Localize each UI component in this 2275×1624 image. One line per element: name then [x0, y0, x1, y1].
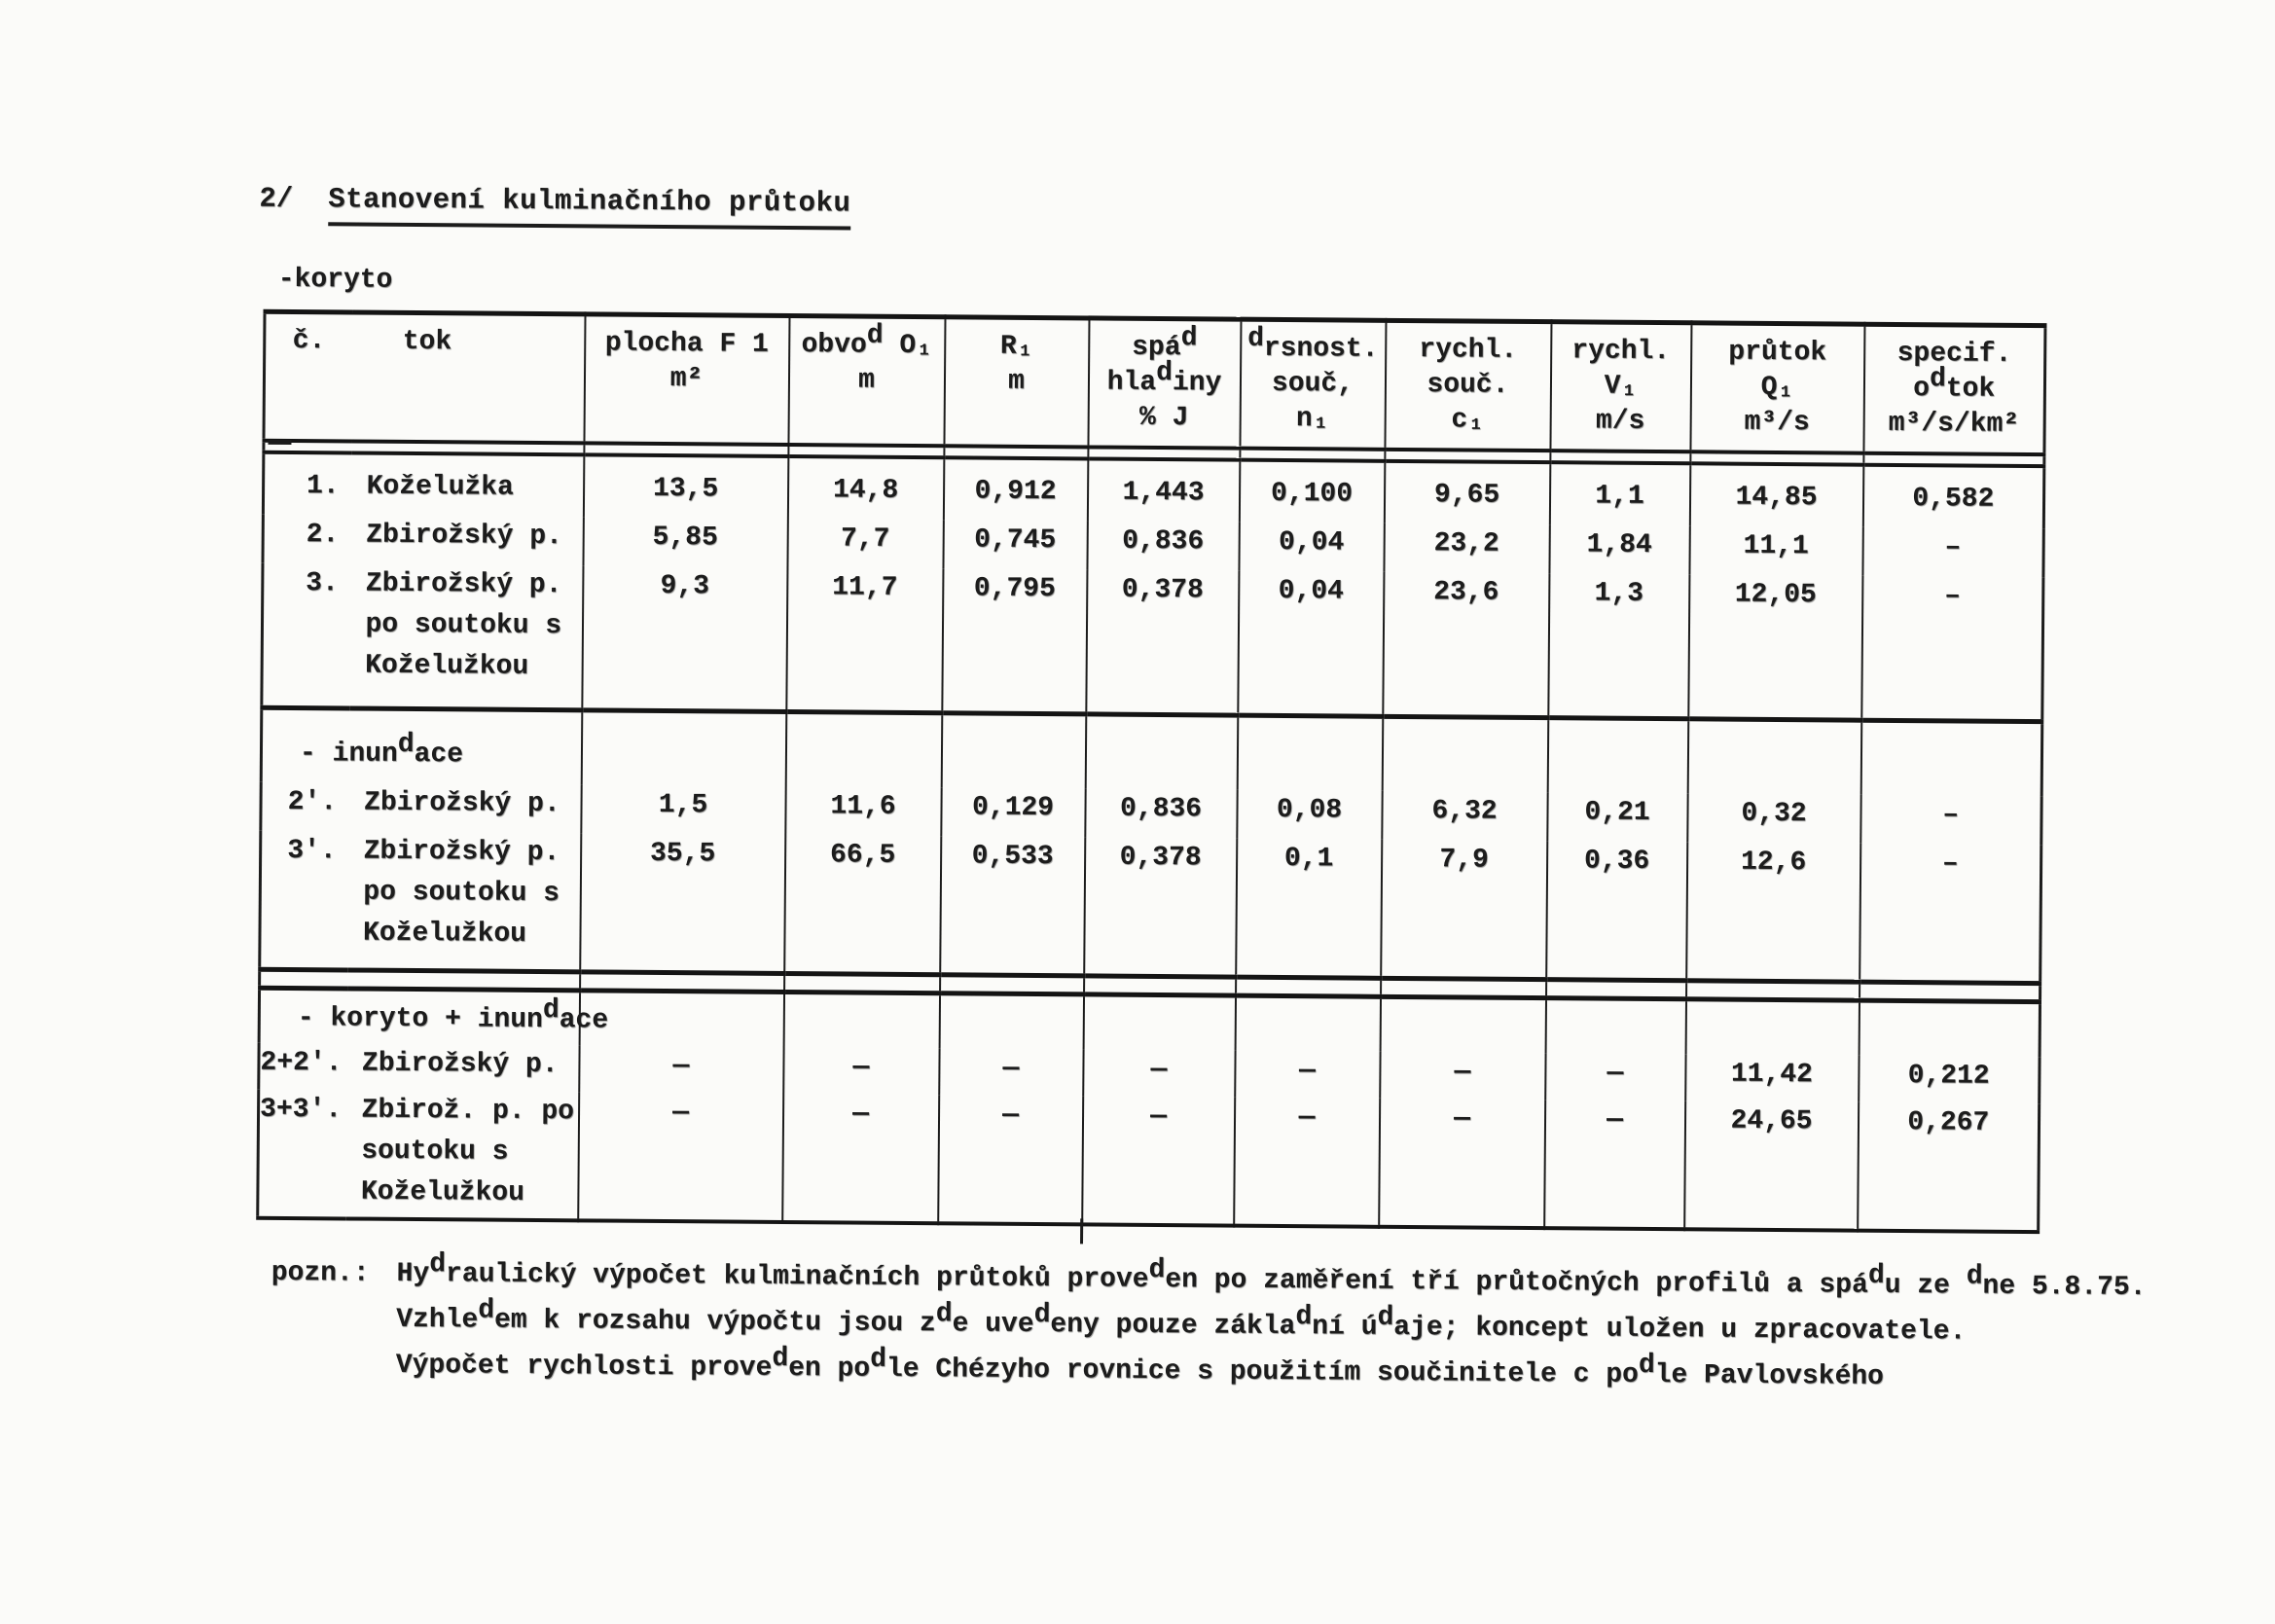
col-header-line: n₁ [1295, 404, 1329, 435]
cell-specificky-odtok: – [1860, 795, 2041, 845]
col-header-line: c₁ [1451, 405, 1485, 436]
cell-plocha: 9,3 [582, 565, 787, 711]
col-header-line: Q₁ [1760, 372, 1794, 404]
cell-obvod: 66,5 [784, 835, 941, 975]
note-line: Výpočet rychlosti proveden podle Chézyho rovnice s použitím součinitele c podle Pavlovského [395, 1343, 1885, 1392]
col-header-rychlostni-soucinitel [1385, 320, 1551, 451]
rule-cell [784, 973, 940, 992]
col-header-line: m [1007, 366, 1026, 397]
note-block [271, 1250, 2147, 1402]
stream-name-line: Zbirožský p. [361, 1048, 559, 1081]
cell-spad-hladiny: 0,378 [1084, 837, 1237, 977]
cell-specificky-odtok: 0,582 [1862, 465, 2043, 528]
cell-hydraulicky-polomer: 0,533 [940, 836, 1085, 976]
col-header-line: souč. [1426, 370, 1509, 401]
stream-name-line: Zbirožský p. [363, 787, 560, 820]
cell-obvod: 14,8 [787, 456, 943, 520]
rule-cell [783, 992, 939, 1048]
cell-spad-hladiny: — [1082, 1096, 1235, 1225]
cell-drsnostni-soucinitel: 0,08 [1237, 790, 1382, 840]
rule-cell [1859, 1000, 2040, 1057]
stream-name [347, 831, 581, 971]
stream-name-line: po soutoku s [363, 877, 560, 910]
section-label-koryto: -koryto [277, 264, 393, 296]
cell-rychlost: 0,21 [1547, 792, 1687, 842]
col-header-obvod [788, 316, 945, 447]
rule-cell [1686, 981, 1860, 1000]
cell-spad-hladiny: 0,836 [1085, 788, 1237, 838]
stream-name-line: soutoku s [361, 1136, 509, 1168]
col-header-line: tok [402, 326, 452, 358]
row-number: 3. [262, 563, 350, 708]
col-header-line: plocha F 1 [604, 328, 769, 360]
stream-name [350, 515, 583, 565]
stream-name [350, 452, 583, 517]
rule-cell [1547, 718, 1688, 794]
col-header-line: % J [1138, 402, 1189, 434]
cell-rychlostni-soucinitel: 23,2 [1384, 523, 1549, 573]
cell-rychlostni-soucinitel: 23,6 [1383, 572, 1549, 718]
page-title-text: Stanovení kulminačního průtoku [328, 183, 850, 230]
cell-rychlostni-soucinitel: — [1380, 1052, 1545, 1100]
rule-cell [581, 710, 786, 786]
cell-rychlostni-soucinitel: — [1379, 1099, 1545, 1228]
col-header-line: m³/s/km² [1888, 408, 2020, 440]
cell-obvod: — [782, 1094, 939, 1223]
col-header-line: obvod O₁ [801, 320, 933, 362]
cell-rychlost: 0,36 [1546, 841, 1687, 981]
col-header-spad-hladiny [1088, 318, 1241, 449]
cell-rychlost: 1,1 [1549, 462, 1689, 525]
rule-cell [1083, 994, 1235, 1051]
col-header-line: m/s [1595, 406, 1645, 437]
rule-cell [1687, 719, 1861, 795]
table-header [264, 311, 2045, 454]
cell-prutok: 11,42 [1685, 1054, 1859, 1101]
col-header-line: č. [292, 326, 326, 357]
row-number: 2'. [261, 782, 348, 832]
cell-obvod: 11,7 [786, 567, 943, 713]
cell-obvod: 7,7 [787, 519, 943, 568]
col-header-line: rychl. [1419, 335, 1518, 366]
col-header-plocha [584, 314, 789, 445]
col-header-line: V₁ [1604, 371, 1638, 402]
section-label-koryto-inundace: - koryto + inundace [259, 988, 579, 1045]
rule-cell [1084, 976, 1236, 995]
cell-obvod: 11,6 [785, 786, 941, 836]
stream-name-line: po soutoku s [365, 609, 562, 642]
section-label-inundace: - inundace [261, 707, 582, 784]
rule-cell [1235, 995, 1380, 1052]
rule-cell [1685, 999, 1859, 1056]
col-header-prutok [1690, 323, 1864, 453]
col-header-line: drsnost. [1246, 323, 1379, 365]
cell-drsnostni-soucinitel: 0,04 [1238, 571, 1384, 717]
rule-cell [941, 713, 1086, 789]
scan-stray-mark [268, 440, 291, 445]
hydraulics-table [256, 309, 2046, 1234]
cell-drsnostni-soucinitel: — [1235, 1051, 1380, 1099]
col-header-line: odtok [1913, 364, 1996, 405]
rule-cell [347, 970, 580, 991]
stream-name-line: Koželužka [366, 471, 514, 503]
cell-hydraulicky-polomer: 0,795 [942, 568, 1087, 714]
rule-cell [1085, 714, 1238, 790]
cell-plocha: — [579, 1045, 783, 1094]
cell-hydraulicky-polomer: 0,912 [943, 457, 1087, 521]
stream-name-line: Koželužkou [362, 918, 527, 950]
cell-hydraulicky-polomer: — [938, 1095, 1083, 1224]
cell-rychlostni-soucinitel: 9,65 [1384, 461, 1549, 524]
rule-cell [1545, 998, 1685, 1055]
cell-prutok: 12,6 [1686, 842, 1860, 982]
col-header-line: rychl. [1571, 336, 1671, 368]
rule-cell [1381, 978, 1546, 997]
cell-drsnostni-soucinitel: 0,1 [1236, 839, 1382, 979]
stream-name [348, 782, 581, 833]
scan-line-tail [1080, 1218, 1083, 1244]
cell-rychlostni-soucinitel: 7,9 [1381, 840, 1547, 980]
cell-rychlost: 1,3 [1548, 573, 1689, 719]
rule-cell [579, 991, 783, 1047]
stream-name [346, 1043, 579, 1092]
cell-plocha: 1,5 [581, 784, 785, 835]
stream-name [349, 563, 583, 709]
table-row [258, 1090, 2040, 1232]
cell-obvod: — [783, 1047, 939, 1095]
cell-rychlost: — [1544, 1100, 1685, 1229]
cell-rychlost: — [1545, 1053, 1685, 1101]
cell-drsnostni-soucinitel: — [1234, 1098, 1380, 1227]
table-row [260, 831, 2041, 984]
rule-cell [260, 969, 347, 989]
row-number: 2. [263, 515, 350, 564]
rule-cell [940, 975, 1084, 994]
note-label: pozn.: [271, 1257, 370, 1289]
cell-spad-hladiny: 1,443 [1087, 458, 1239, 522]
row-number: 3'. [260, 831, 348, 970]
stream-name [345, 1090, 579, 1220]
col-header-line: hladiny [1106, 357, 1222, 399]
rule-cell [580, 972, 784, 992]
col-header-line: spád [1132, 323, 1198, 364]
rule-cell [1382, 716, 1548, 792]
col-header-tok [351, 312, 585, 443]
note-line: Hydraulický výpočet kulminačních průtoků proveden po zaměření tří průtočných profilů a spádu ze dne 5.8.75. [396, 1249, 2147, 1303]
col-header-line: m [857, 365, 876, 396]
row-number: 3+3'. [258, 1090, 346, 1219]
rule-cell [1380, 996, 1545, 1053]
cell-specificky-odtok: – [1861, 576, 2043, 722]
col-header-specificky-odtok [1863, 324, 2045, 454]
cell-prutok: 24,65 [1684, 1101, 1859, 1230]
rule-cell [1236, 977, 1381, 996]
cell-spad-hladiny: — [1083, 1049, 1235, 1097]
cell-plocha: 13,5 [583, 454, 787, 519]
stream-name-line: Zbirožský p. [363, 836, 560, 869]
cell-rychlostni-soucinitel: 6,32 [1382, 791, 1547, 841]
table-body [258, 441, 2044, 1232]
cell-drsnostni-soucinitel: 0,100 [1239, 460, 1384, 523]
rule-cell [1860, 720, 2042, 796]
row-number: 2+2'. [259, 1043, 346, 1091]
rule-cell [1237, 715, 1383, 791]
stream-name-line: Zbirožský p. [366, 520, 562, 553]
cell-rychlost: 1,84 [1549, 524, 1689, 574]
col-header-line: souč, [1271, 368, 1354, 400]
note-lines [396, 1251, 2147, 1402]
table-row [262, 563, 2043, 722]
col-header-cislo [264, 311, 352, 441]
col-header-drsnostni-soucinitel [1240, 319, 1386, 450]
cell-prutok: 0,32 [1687, 793, 1860, 843]
col-header-hydraulicky-polomer [944, 317, 1089, 448]
col-header-line: m³/s [1744, 407, 1810, 439]
stream-name-line: Koželužkou [360, 1176, 525, 1209]
cell-prutok: 11,1 [1689, 525, 1862, 575]
cell-prutok: 14,85 [1689, 463, 1862, 526]
col-header-line: průtok [1728, 337, 1827, 369]
cell-drsnostni-soucinitel: 0,04 [1239, 523, 1384, 572]
cell-prutok: 12,05 [1688, 574, 1862, 720]
cell-specificky-odtok: 0,267 [1858, 1102, 2040, 1232]
cell-hydraulicky-polomer: 0,745 [943, 520, 1087, 569]
col-header-line: specif. [1896, 338, 2012, 370]
row-number: 1. [263, 452, 350, 516]
col-header-line: R₁ [999, 331, 1033, 362]
cell-plocha: 5,85 [583, 517, 787, 567]
cell-plocha: 35,5 [580, 833, 785, 973]
cell-plocha: — [578, 1092, 783, 1222]
page-title [259, 183, 850, 220]
stream-name-line: Zbirožský p. [365, 568, 562, 601]
rule-cell [939, 993, 1083, 1050]
rule-cell [1860, 982, 2040, 1001]
col-header-line: m² [669, 364, 704, 395]
cell-specificky-odtok: – [1862, 527, 2043, 577]
note-line: Vzhledem k rozsahu výpočtu jsou zde uvedeny pouze základní údaje; koncept uložen u zpracovatele. [396, 1295, 1967, 1348]
rule-cell [785, 712, 942, 788]
rule-cell [1546, 980, 1686, 999]
cell-spad-hladiny: 0,378 [1086, 569, 1239, 715]
col-header-rychlost [1550, 322, 1691, 452]
cell-hydraulicky-polomer: — [939, 1048, 1083, 1096]
stream-name-line: Koželužkou [365, 650, 529, 682]
section-number: 2/ [259, 182, 294, 216]
cell-hydraulicky-polomer: 0,129 [941, 787, 1085, 837]
cell-spad-hladiny: 0,836 [1087, 521, 1239, 570]
stream-name-line: Zbirož. p. po [361, 1095, 575, 1128]
cell-specificky-odtok: 0,212 [1859, 1056, 2040, 1103]
cell-specificky-odtok: – [1860, 844, 2041, 984]
rule-cell [1550, 451, 1690, 463]
